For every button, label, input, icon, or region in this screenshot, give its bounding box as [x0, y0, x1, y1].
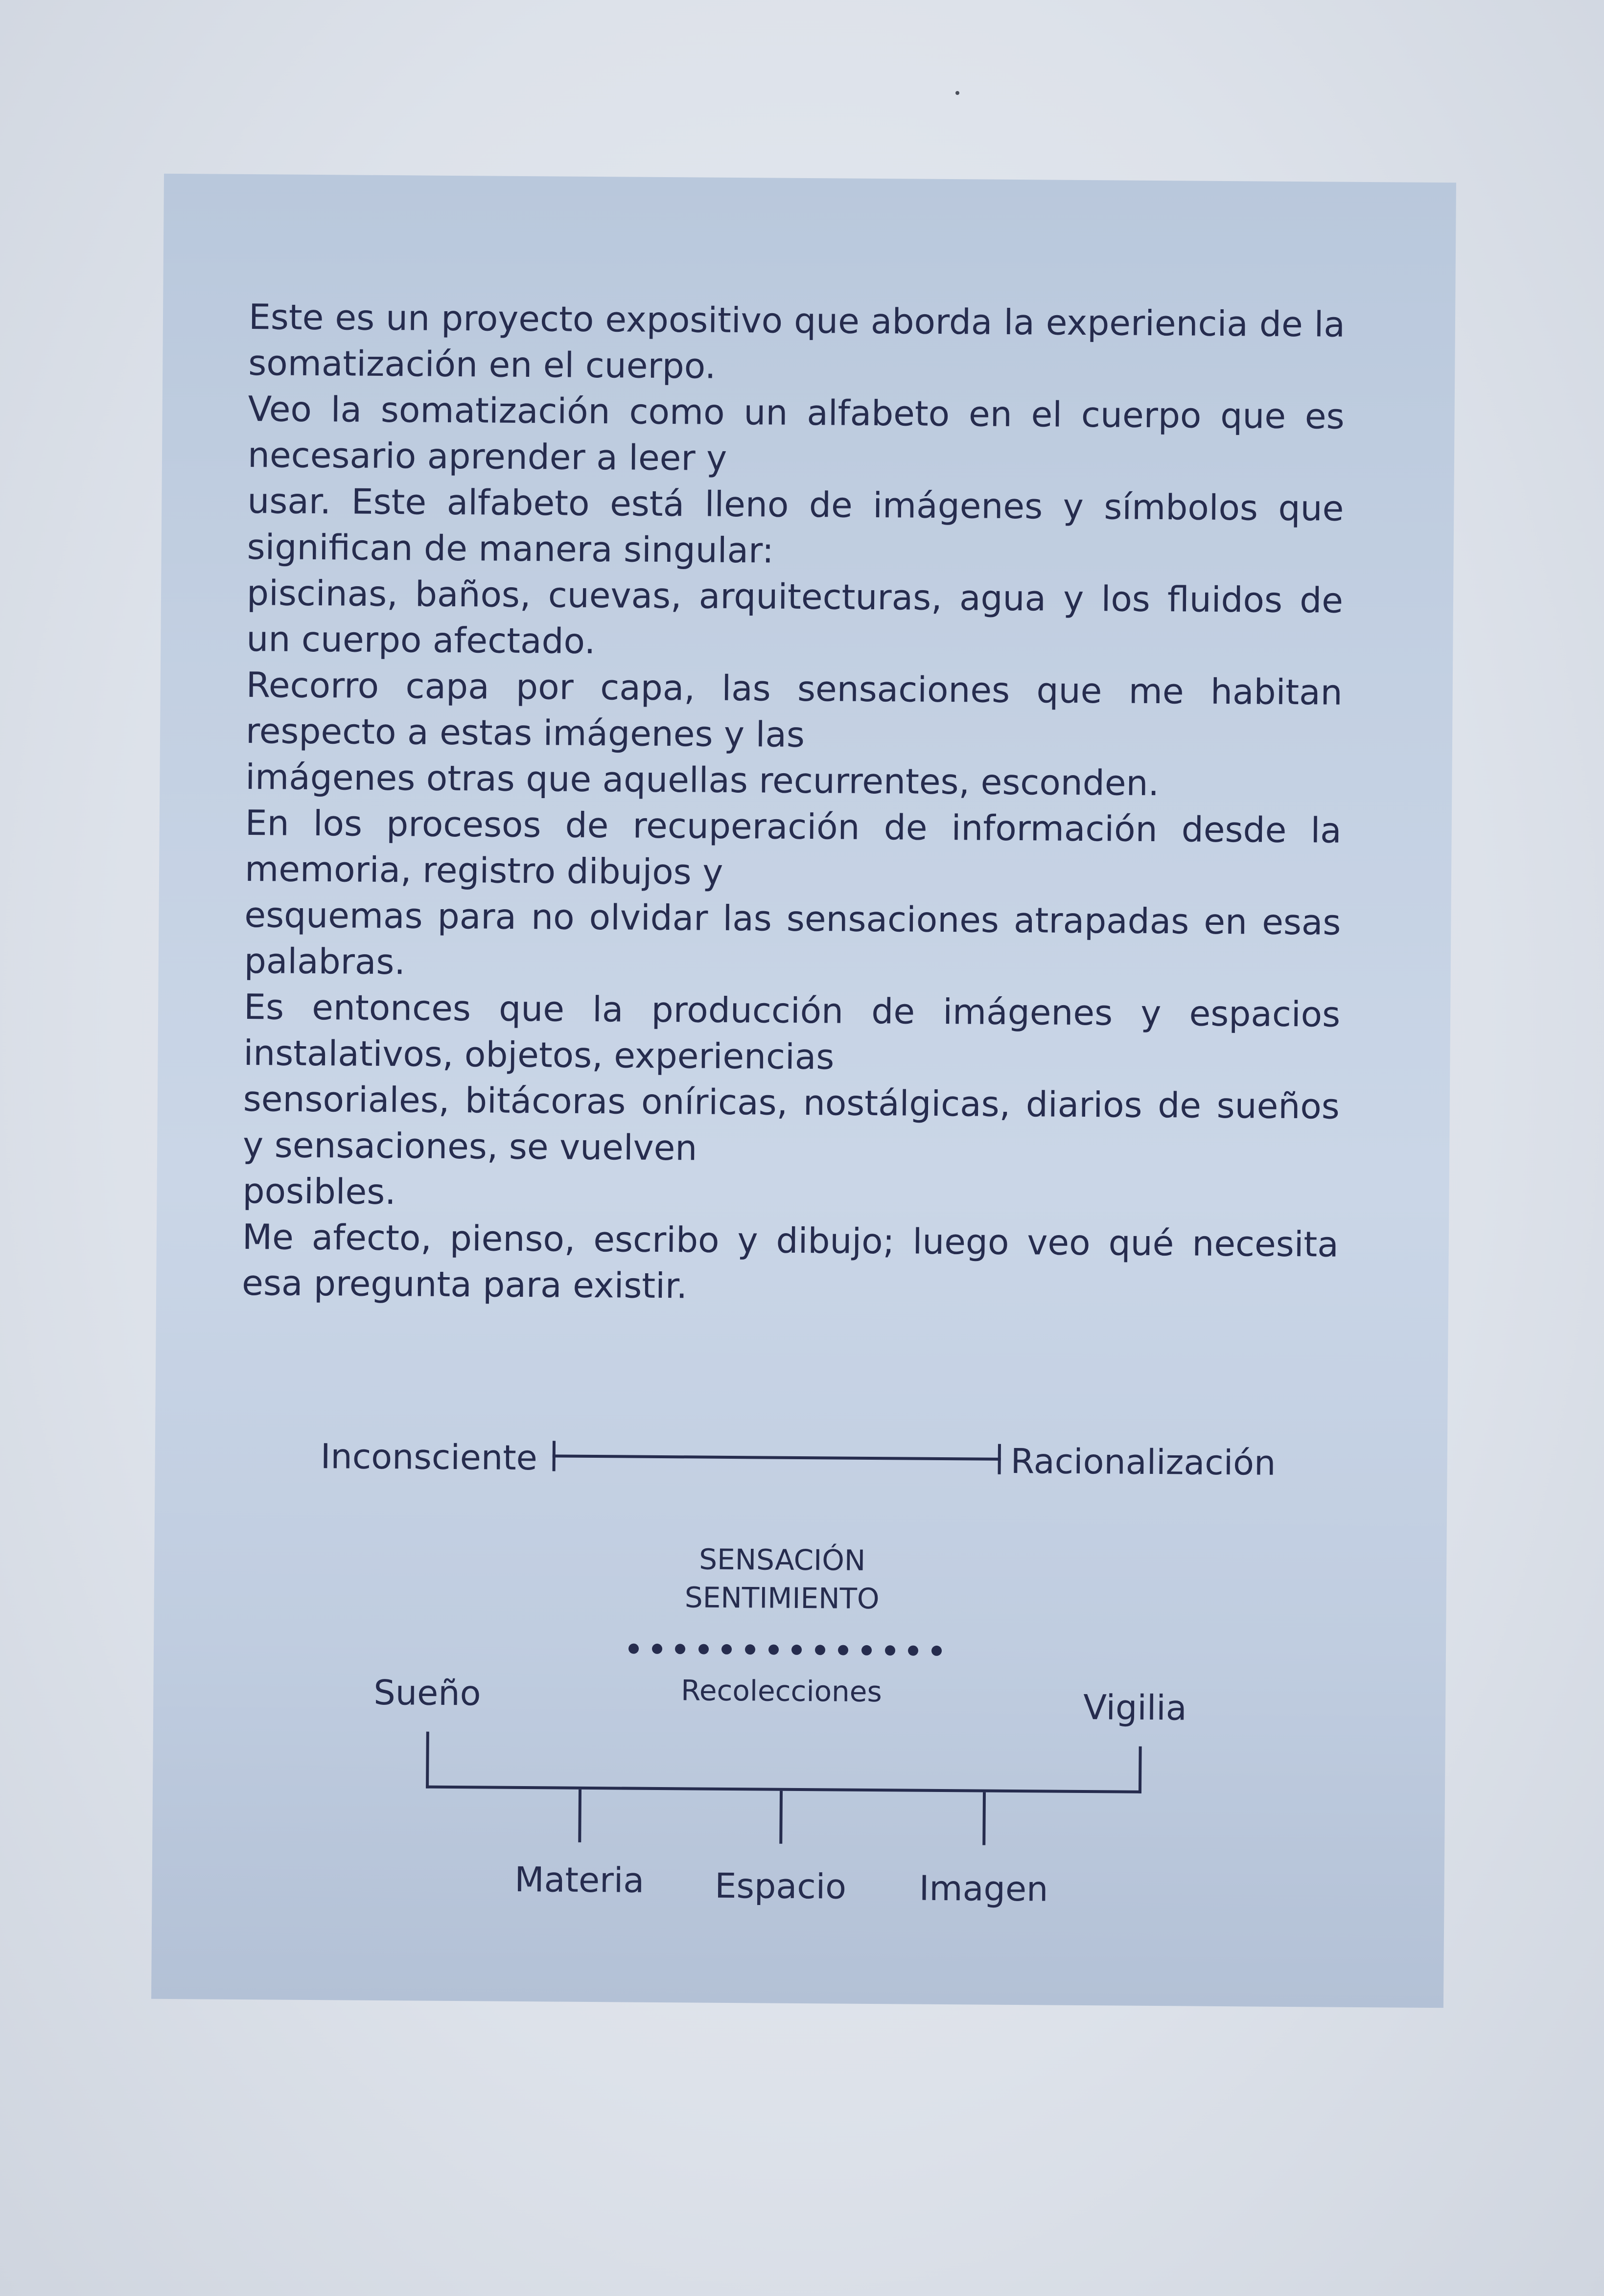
dream-label: Sueño: [373, 1672, 481, 1714]
dotted-line: [628, 1644, 942, 1657]
bracket-left-arm: [426, 1732, 429, 1789]
dot: [815, 1645, 825, 1655]
recollections-label: Recolecciones: [680, 1674, 882, 1709]
statement-paragraph: Me afecto, pienso, escribo y dibujo; luego veo qué necesita esa pregunta para existir.: [241, 1217, 1339, 1307]
bracket-base: [426, 1786, 1141, 1793]
axis-line: [553, 1454, 1001, 1460]
branch-tick-espacio: [779, 1791, 783, 1844]
wall-mark: [955, 91, 959, 95]
dot: [721, 1644, 732, 1654]
exhibition-panel: [151, 174, 1456, 2008]
statement-paragraph: En los procesos de recuperación de información desde la memoria, registro dibujos y: [244, 803, 1342, 893]
branch-label-imagen: Imagen: [919, 1868, 1048, 1909]
dot: [652, 1644, 662, 1654]
dot: [628, 1644, 639, 1654]
branch-tick-materia: [578, 1790, 581, 1842]
concept-diagram: [151, 174, 1456, 2008]
statement-paragraph: Este es un proyecto expositivo que aborda la experiencia de la somatización en el cuerpo.: [248, 297, 1346, 387]
feeling-label: SENTIMIENTO: [684, 1581, 880, 1616]
branch-tick-imagen: [982, 1792, 986, 1845]
axis-right-label: Racionalización: [1010, 1441, 1276, 1483]
dot: [675, 1644, 685, 1654]
dot: [885, 1645, 895, 1655]
axis-right-tick: [998, 1444, 1001, 1474]
dot: [838, 1645, 848, 1655]
bracket-right-arm: [1139, 1746, 1142, 1793]
statement-paragraph: Es entonces que la producción de imágenes y espacios instalativos, objetos, experiencias: [243, 987, 1341, 1078]
statement-paragraph: sensoriales, bitácoras oníricas, nostálgicas, diarios de sueños y sensaciones, se vuelven: [242, 1079, 1340, 1169]
axis-left-label: Inconsciente: [320, 1436, 538, 1478]
dot: [768, 1645, 779, 1655]
statement-paragraph: imágenes otras que aquellas recurrentes, esconden.: [245, 757, 1160, 804]
dot: [861, 1645, 872, 1655]
dot: [908, 1646, 918, 1656]
statement-paragraph: usar. Este alfabeto está lleno de imágenes y símbolos que significan de manera singular:: [247, 481, 1344, 571]
dot: [698, 1644, 709, 1654]
statement-paragraph: Veo la somatización como un alfabeto en el cuerpo que es necesario aprender a leer y: [247, 389, 1345, 479]
statement-paragraph: piscinas, baños, cuevas, arquitecturas, agua y los fluidos de un cuerpo afectado.: [246, 573, 1344, 662]
dot: [745, 1644, 755, 1654]
branch-label-espacio: Espacio: [714, 1865, 847, 1907]
dot: [791, 1645, 802, 1655]
statement-paragraph: Recorro capa por capa, las sensaciones que me habitan respecto a estas imágenes y las: [245, 665, 1343, 755]
branch-label-materia: Materia: [514, 1859, 645, 1901]
wakefulness-label: Vigilia: [1083, 1687, 1187, 1728]
statement-paragraph: posibles.: [242, 1171, 396, 1213]
dot: [931, 1646, 942, 1656]
sensation-label: SENSACIÓN: [699, 1542, 866, 1577]
statement-paragraph: esquemas para no olvidar las sensaciones atrapadas en esas palabras.: [244, 895, 1341, 983]
